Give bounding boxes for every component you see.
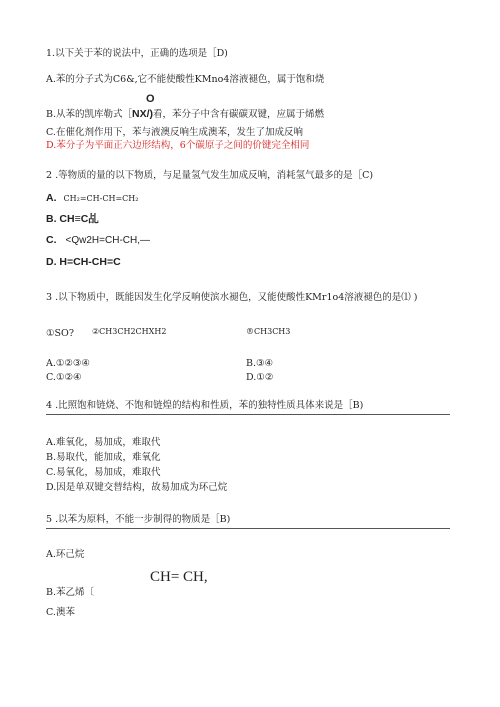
q3-option-b: B.③④ [246, 358, 274, 369]
q2-option-b: B. CH≡C乩 [46, 213, 99, 225]
q3-option-d: D.①② [246, 372, 274, 383]
q5-option-c: C.澳苯 [46, 607, 75, 618]
q2-option-c-text: <Qw2H=CH-CH,— [65, 235, 150, 246]
q1-o-mark: O [146, 93, 155, 105]
q3-title: 3 .以下物质中，既能因发生化学反响使滨水褪色，又能使酸性KMr1o4溶液褪色的是⑴ ) [46, 292, 418, 303]
q4-title: 4 .比照饱和链烧、不饱和链煌的结构和性质，苯的独特性质具体来说是［B) [46, 400, 364, 411]
q1-option-b-suffix: 看，苯分子中含有碳碳双键，应属于烯燃 [153, 109, 325, 120]
q1-option-a: A.苯的分子式为C6&,它不能使酸性KMno4溶液褪色，属于饱和烧 [46, 74, 325, 85]
q3-option-a: A.①②③④ [46, 358, 90, 369]
q2-option-a-label: A. [46, 192, 57, 204]
q5-divider [46, 528, 450, 529]
q3-item-1: ①SO? [46, 328, 74, 339]
q2-option-a-text: CH₂=CH-CH=CH₂ [63, 194, 139, 203]
q3-item-3: ®CH3CH3 [246, 327, 291, 336]
q3-item-2: ②CH3CH2CHXH2 [92, 327, 167, 336]
q5-option-a: A.环己烷 [46, 549, 85, 560]
q2-option-c-label: C. [46, 234, 57, 246]
q4-option-b: B.易取代，能加成，难氧化 [46, 452, 161, 463]
q1-title: 1.以下关于苯的说法中，正确的选项是［D) [46, 48, 228, 59]
q2-option-d: D. H=CH-CH=C [46, 256, 121, 268]
q1-option-c: C.在催化剂作用下，苯与液澳反响生成澳苯，发生了加成反响 [46, 127, 303, 138]
q5-title: 5 .以苯为原料，不能一步制得的物质是［B) [46, 514, 231, 525]
q1-option-b [46, 108, 324, 121]
q3-option-c: C.①②④ [46, 372, 82, 383]
q4-option-c: C.易氧化，易加成，难取代 [46, 467, 161, 478]
q4-option-a: A.难氧化，易加成，难取代 [46, 437, 161, 448]
q4-divider [46, 414, 450, 415]
q2-option-c [46, 234, 150, 247]
q1-option-d: D.苯分子为平面正六边形结构，6个碳原子之间的价键完全相同 [46, 140, 310, 151]
q1-option-b-formula: NX/) [132, 108, 154, 120]
q2-option-a [46, 192, 138, 205]
q5-option-b: B.苯乙烯〔 [46, 587, 95, 598]
q2-title: 2 .等物质的量的以下物质，与足量氢气发生加成反响，消耗氢气最多的是［C) [46, 170, 374, 181]
q4-option-d: D.因是单双键交替结构，故易加成为环己烷 [46, 482, 228, 493]
q5-formula: CH= CH, [150, 569, 208, 585]
q1-option-b-prefix: B.从苯的凯库勒式［ [46, 109, 133, 120]
